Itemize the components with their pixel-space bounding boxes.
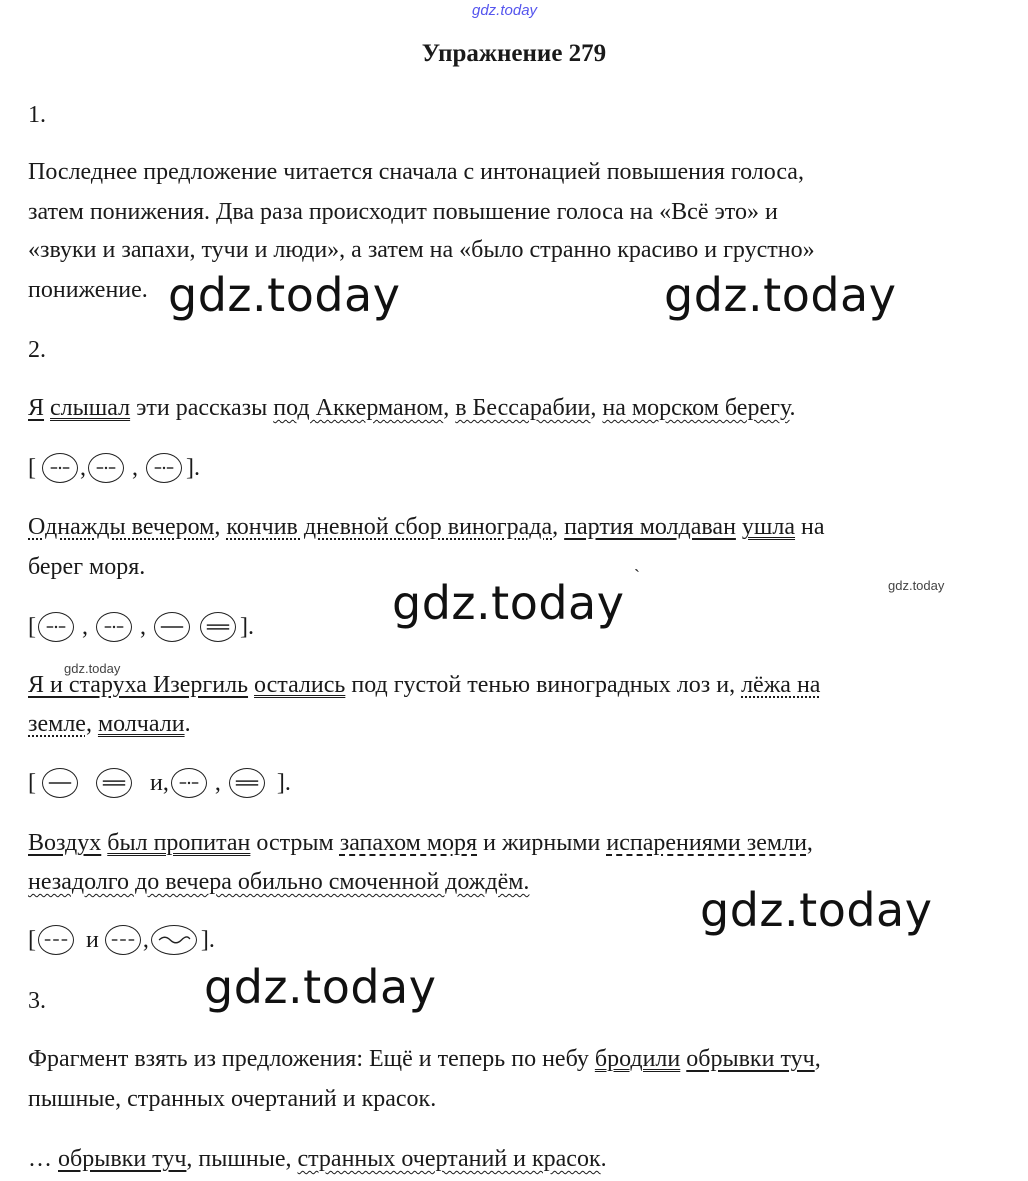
task1-line-1: Последнее предложение читается сначала с интонацией повышения голоса,: [28, 159, 804, 185]
adverbial: земле: [28, 711, 86, 737]
predicate: бродили: [594, 1046, 681, 1072]
stray-mark: `: [634, 566, 640, 586]
bracket-open: [: [28, 769, 36, 796]
attribute: странных очертаний и красок: [297, 1146, 601, 1172]
predicate: молчали: [97, 711, 185, 737]
task1-line-3: «звуки и запахи, тучи и люди», а затем на «было странно красиво и грустно»: [28, 237, 815, 263]
adverbial: кончив дневной сбор винограда: [226, 514, 553, 540]
text: ,: [806, 830, 813, 856]
task3-number: 3.: [28, 988, 46, 1014]
adverbial: на морском берегу: [602, 395, 790, 421]
text: .: [184, 711, 191, 737]
attribute: незадолго до вечера обильно смоченной дождём.: [28, 869, 530, 895]
text: ,: [443, 395, 456, 421]
text: ,: [590, 395, 603, 421]
task1-line-2: затем понижения. Два раза происходит повышение голоса на «Всё это» и: [28, 199, 778, 225]
subject: Я: [28, 395, 45, 421]
predicate: был пропитан: [107, 830, 251, 856]
sentence-3-line-1: [28, 673, 820, 697]
text: на: [795, 514, 825, 540]
scheme-4: [28, 925, 215, 955]
watermark-small-1: gdz.today: [888, 578, 945, 593]
subject: партия молдаван: [564, 514, 736, 540]
subject: Воздух: [28, 830, 102, 856]
predicate: остались: [254, 672, 346, 698]
task1-number: 1.: [28, 102, 46, 128]
predicate-circle-icon: [96, 768, 132, 798]
watermark-1: gdz.today: [168, 268, 401, 322]
comma: ,: [82, 613, 88, 640]
adverbial: в Бессарабии: [455, 395, 591, 421]
text: , пышные,: [186, 1146, 298, 1172]
watermark-small-2: gdz.today: [64, 661, 121, 676]
scheme-1: [28, 453, 200, 483]
conjunction: и: [86, 926, 99, 953]
attribute-circle-icon: [151, 925, 197, 955]
comma: ,: [142, 926, 149, 953]
predicate: слышал: [50, 395, 131, 421]
adverbial-circle-icon: [146, 453, 182, 483]
watermark-4: gdz.today: [700, 883, 933, 937]
adverbial-circle-icon: [96, 612, 132, 642]
object-circle-icon: [38, 925, 74, 955]
sentence-4-line-1: [28, 831, 813, 855]
sentence-2-line-1: [28, 515, 825, 539]
text: .: [789, 395, 796, 421]
scheme-3: [28, 768, 291, 798]
adverbial: лёжа на: [741, 672, 821, 698]
bracket-close: ].: [240, 613, 254, 640]
text: под густой тенью виноградных лоз и,: [345, 672, 742, 698]
object-circle-icon: [105, 925, 141, 955]
text: .: [600, 1146, 607, 1172]
bracket-open: [: [28, 454, 36, 481]
text: эти рассказы: [130, 395, 274, 421]
subject: Я и старуха Изергиль: [28, 672, 249, 698]
comma: ,: [80, 454, 86, 481]
subject-circle-icon: [42, 768, 78, 798]
adverbial: под Аккерманом: [273, 395, 444, 421]
task1-line-4: понижение.: [28, 277, 148, 303]
adverbial-circle-icon: [88, 453, 124, 483]
text: …: [28, 1146, 58, 1172]
watermark-2: gdz.today: [664, 268, 897, 322]
sentence-2-line-2: берег моря.: [28, 554, 146, 580]
predicate-circle-icon: [229, 768, 265, 798]
text: ,: [214, 514, 227, 540]
watermark-5: gdz.today: [204, 960, 437, 1014]
adverbial: Однажды вечером: [28, 514, 215, 540]
watermark-top: gdz.today: [472, 2, 538, 19]
subject: обрывки туч: [686, 1046, 815, 1072]
watermark-3: gdz.today: [392, 576, 625, 630]
sentence-4-line-2: [28, 870, 529, 894]
page-title: Упражнение 279: [421, 40, 607, 67]
predicate-circle-icon: [200, 612, 236, 642]
adverbial-circle-icon: [42, 453, 78, 483]
text: Фрагмент взять из предложения: Ещё и теперь по небу: [28, 1046, 595, 1072]
comma: ,: [140, 613, 146, 640]
object: запахом моря: [339, 830, 478, 856]
predicate: ушла: [741, 514, 796, 540]
text: ,: [814, 1046, 821, 1072]
sentence-3-line-2: [28, 712, 191, 736]
bracket-open: [: [28, 926, 36, 953]
subject: обрывки туч: [58, 1146, 187, 1172]
text: ,: [85, 711, 98, 737]
subject-circle-icon: [154, 612, 190, 642]
adverbial-circle-icon: [38, 612, 74, 642]
adverbial-circle-icon: [171, 768, 207, 798]
task3-line-3: [28, 1147, 607, 1171]
bracket-close: ].: [276, 769, 291, 796]
comma: ,: [132, 454, 138, 481]
bracket-open: [: [28, 613, 36, 640]
text: острым: [250, 830, 340, 856]
task3-line-1: [28, 1047, 821, 1071]
text: ,: [552, 514, 565, 540]
comma: ,: [214, 769, 221, 796]
task2-number: 2.: [28, 337, 46, 363]
bracket-close: ].: [186, 454, 200, 481]
scheme-2: [28, 612, 254, 642]
task3-line-2: пышные, странных очертаний и красок.: [28, 1086, 437, 1112]
sentence-1: [28, 396, 796, 420]
object: испарениями земли: [606, 830, 807, 856]
bracket-close: ].: [200, 926, 215, 953]
text: и жирными: [477, 830, 607, 856]
conjunction: и,: [150, 769, 169, 796]
